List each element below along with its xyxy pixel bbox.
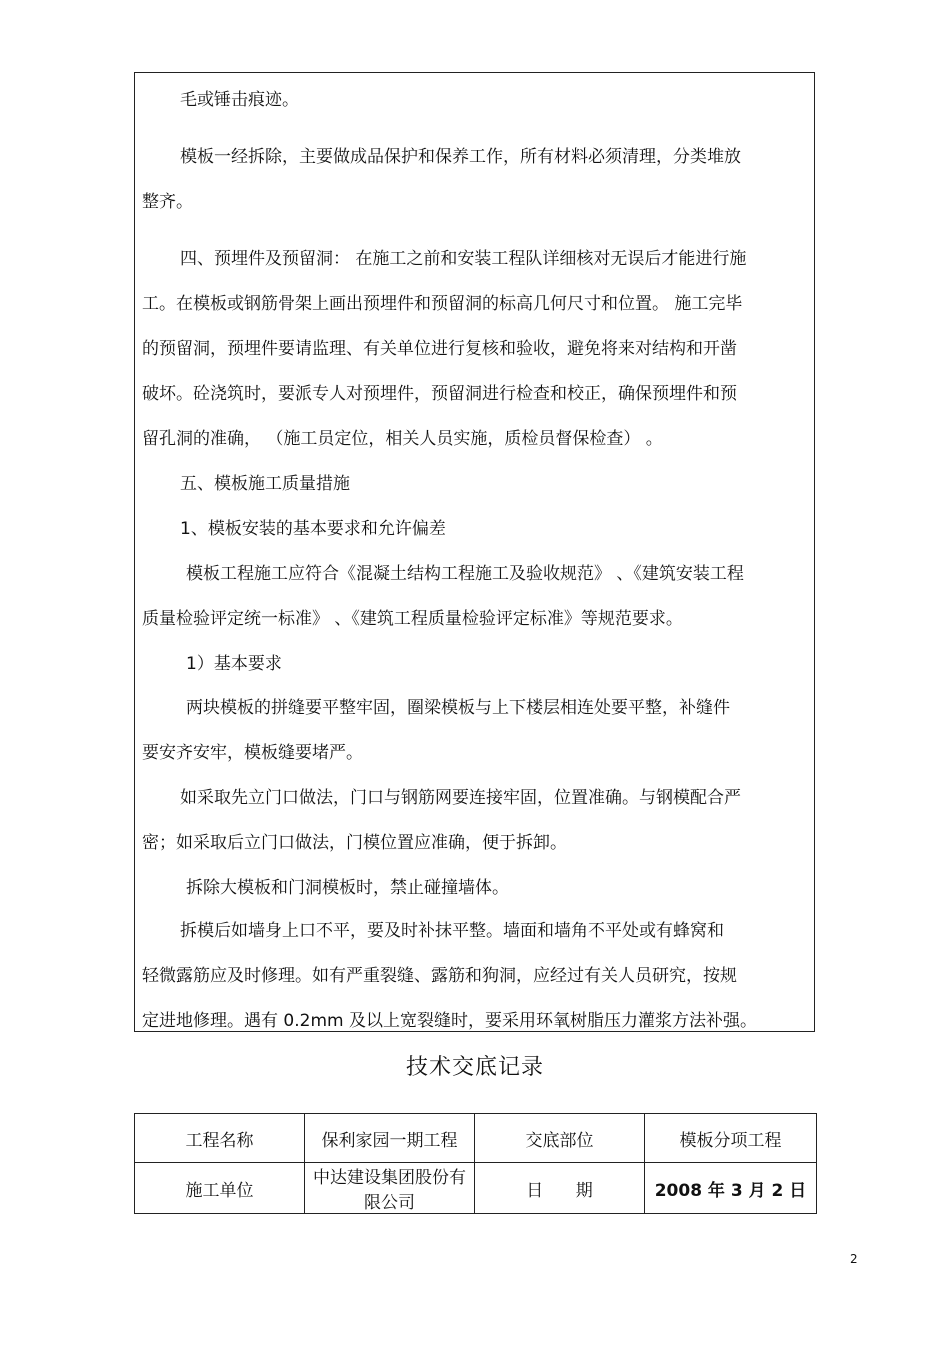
page-number: 2 (850, 1252, 858, 1266)
subsection-heading: 1、模板安装的基本要求和允许偏差 (180, 519, 446, 539)
text-line: 毛或锤击痕迹。 (180, 90, 299, 110)
text-line: 轻微露筋应及时修理。如有严重裂缝、露筋和狗洞，应经过有关人员研究，按规 (142, 966, 737, 986)
text-line: 的预留洞，预埋件要请监理、有关单位进行复核和验收，避免将来对结构和开凿 (142, 339, 737, 359)
text-line: 模板工程施工应符合《混凝土结构工程施工及验收规范》 、《建筑安装工程 (186, 564, 744, 584)
text-line: 工。在模板或钢筋骨架上画出预埋件和预留洞的标高几何尺寸和位置。 施工完毕 (142, 294, 743, 314)
text-line: 要安齐安牢，模板缝要堵严。 (142, 743, 363, 763)
label-date: 日 期 (475, 1163, 645, 1214)
text-line: 拆模后如墙身上口不平，要及时补抹平整。墙面和墙角不平处或有蜂窝和 (180, 921, 724, 941)
text-line: 四、预埋件及预留洞： 在施工之前和安装工程队详细核对无误后才能进行施 (180, 249, 747, 269)
value-project-name: 保利家园一期工程 (305, 1114, 475, 1163)
label-project-name: 工程名称 (135, 1114, 305, 1163)
table-row (135, 1114, 817, 1163)
section-heading: 五、模板施工质量措施 (180, 474, 350, 494)
text-line: 定进地修理。遇有 0.2mm 及以上宽裂缝时，要采用环氧树脂压力灌浆方法补强。 (142, 1011, 757, 1031)
subsection-heading: 1）基本要求 (186, 654, 282, 674)
info-table (134, 1113, 817, 1214)
text-line: 密；如采取后立门口做法，门模位置应准确，便于拆卸。 (142, 833, 567, 853)
text-line: 留孔洞的准确， （施工员定位，相关人员实施，质检员督保检查） 。 (142, 429, 663, 449)
label-construction-unit: 施工单位 (135, 1163, 305, 1214)
text-line: 两块模板的拼缝要平整牢固，圈梁模板与上下楼层相连处要平整，补缝件 (186, 698, 730, 718)
text-line: 质量检验评定统一标准》 、《建筑工程质量检验评定标准》等规范要求。 (142, 609, 683, 629)
text-line: 拆除大模板和门洞模板时，禁止碰撞墙体。 (186, 878, 509, 898)
record-title: 技术交底记录 (405, 1055, 544, 1080)
value-date: 2008 年 3 月 2 日 (645, 1163, 817, 1214)
label-handover-part: 交底部位 (475, 1114, 645, 1163)
value-handover-part: 模板分项工程 (645, 1114, 817, 1163)
text-line: 模板一经拆除，主要做成品保护和保养工作，所有材料必须清理，分类堆放 (180, 147, 741, 167)
table-row (135, 1163, 817, 1214)
text-line: 破坏。砼浇筑时，要派专人对预埋件，预留洞进行检查和校正，确保预埋件和预 (142, 384, 737, 404)
value-construction-unit: 中达建设集团股份有限公司 (305, 1163, 475, 1214)
text-line: 如采取先立门口做法，门口与钢筋网要连接牢固，位置准确。与钢模配合严 (180, 788, 741, 808)
text-line: 整齐。 (142, 192, 193, 212)
